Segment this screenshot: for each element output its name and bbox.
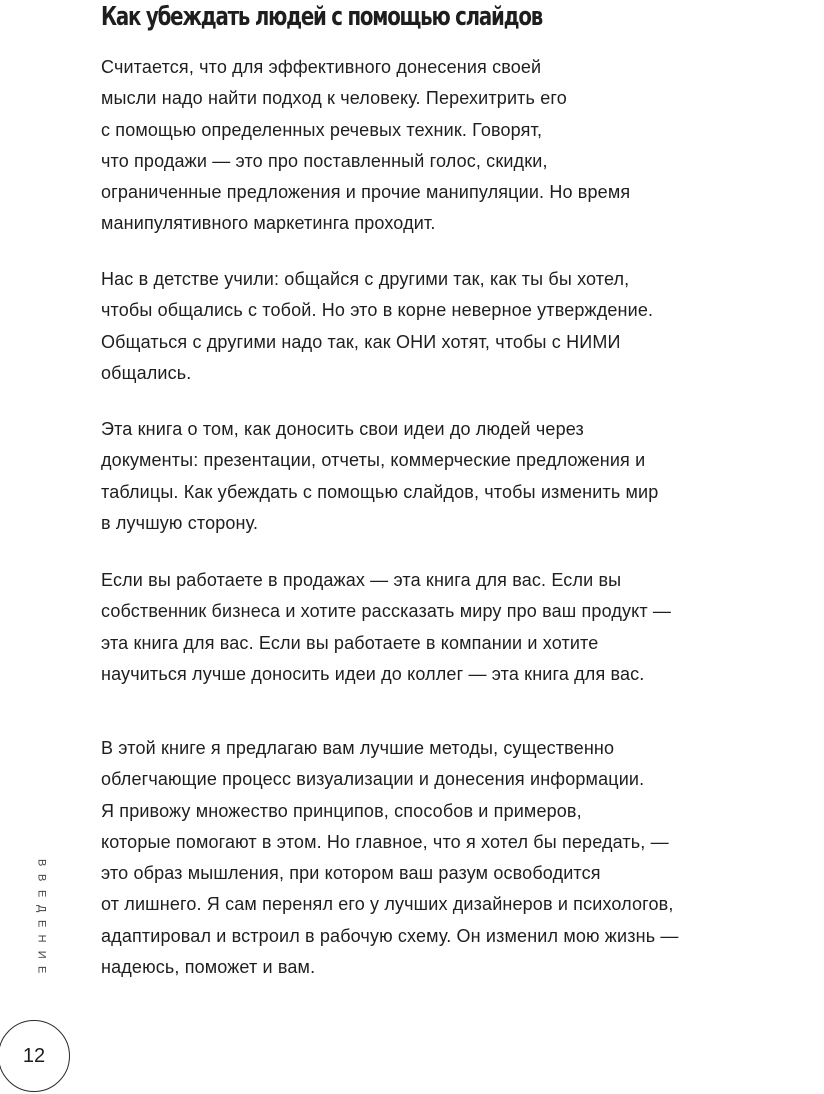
side-label-letter: В [35, 874, 48, 882]
text-line: собственник бизнеса и хотите рассказать миру про ваш продукт — [101, 601, 672, 622]
paragraph-4 [101, 565, 823, 690]
paragraph-3 [101, 414, 823, 539]
side-label-letter: Д [35, 904, 48, 913]
text-line: которые помогают в этом. Но главное, что я хотел бы передать, — [101, 831, 669, 852]
text-line: от лишнего. Я сам перенял его у лучших дизайнеров и психологов, [101, 894, 674, 915]
text-line: Если вы работаете в продажах — эта книга для вас. Если вы [101, 570, 622, 590]
text-line: документы: презентации, отчеты, коммерческие предложения и [101, 450, 646, 471]
text-line: общались. [101, 362, 192, 383]
text-line: адаптировал и встроил в рабочую схему. Он изменил мою жизнь — [101, 925, 679, 946]
page-number-badge [0, 1020, 70, 1092]
text-line: Общаться с другими надо так, как ОНИ хотят, чтобы с НИМИ [101, 331, 621, 352]
side-label-letter: Е [35, 966, 48, 974]
text-line: чтобы общались с тобой. Но это в корне неверное утверждение. [101, 300, 654, 321]
text-line: Я привожу множество принципов, способов и примеров, [101, 800, 582, 821]
text-line: это образ мышления, при котором ваш разум освободится [101, 863, 601, 884]
text-line: в лучшую сторону. [101, 512, 259, 533]
side-label-letter: Н [35, 935, 48, 944]
text-line: манипулятивного маркетинга проходит. [101, 213, 436, 234]
text-line: научиться лучше доносить идеи до коллег — эта книга для вас. [101, 663, 645, 684]
side-label-letter: И [35, 950, 48, 959]
page-number: 12 [22, 1044, 46, 1067]
text-line: эта книга для вас. Если вы работаете в компании и хотите [101, 632, 599, 653]
text-line: с помощью определенных речевых техник. Говорят, [101, 119, 543, 140]
text-line: таблицы. Как убеждать с помощью слайдов, чтобы изменить мир [101, 481, 659, 502]
text-line: Эта книга о том, как доносить свои идеи до людей через [101, 419, 584, 439]
side-label-letter: Е [35, 889, 48, 897]
side-label-letter: В [35, 858, 48, 867]
section-heading: Как убеждать людей с помощью слайдов [101, 2, 543, 32]
paragraph-1 [101, 52, 823, 240]
text-line: что продажи — это про поставленный голос, скидки, [101, 150, 548, 171]
text-line: ограниченные предложения и прочие манипуляции. Но время [101, 182, 631, 203]
text-line: надеюсь, поможет и вам. [101, 957, 316, 978]
section-side-label [31, 855, 51, 985]
paragraph-2 [101, 264, 823, 389]
text-line: Нас в детстве учили: общайся с другими так, как ты бы хотел, [101, 269, 630, 289]
text-line: В этой книге я предлагаю вам лучшие методы, существенно [101, 738, 615, 758]
side-label-letter: Е [35, 920, 48, 928]
text-line: Считается, что для эффективного донесения своей [101, 57, 542, 77]
paragraph-5 [101, 733, 823, 983]
text-line: мысли надо найти подход к человеку. Перехитрить его [101, 88, 567, 109]
text-line: облегчающие процесс визуализации и донесения информации. [101, 769, 645, 790]
